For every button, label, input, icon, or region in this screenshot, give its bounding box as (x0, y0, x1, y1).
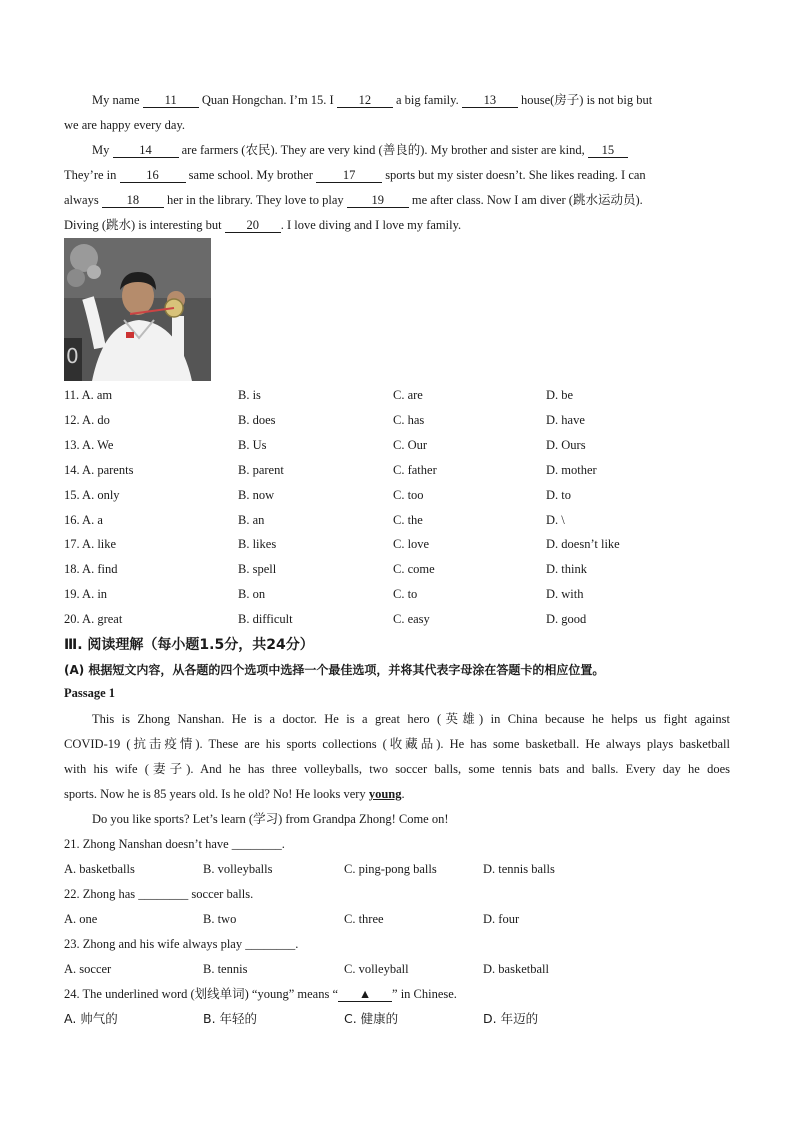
text: me after class. Now I am diver (跳水运动员). (408, 193, 643, 207)
blank-15: 15 (588, 143, 628, 158)
text: They’re in (64, 168, 120, 182)
option-a[interactable]: 15. A. only (64, 487, 120, 502)
option-c[interactable]: C. the (393, 512, 423, 527)
option-d[interactable]: D. be (546, 388, 574, 402)
text: Quan Hongchan. I’m 15. I (198, 93, 337, 107)
diver-photo (64, 238, 211, 381)
text: Diving (跳水) is interesting but (64, 218, 225, 232)
text: are farmers (农民). They are very kind (善良的). My brother and sister are kind, (178, 143, 588, 157)
section-instruction: (A) 根据短文内容，从各题的四个选项中选择一个最佳选项，并将其代表字母涂在答题卡的相应位置。 (64, 663, 605, 677)
option-d[interactable]: D. to (546, 487, 571, 502)
option-c[interactable]: C. father (393, 462, 437, 477)
option-a[interactable]: 20. A. great (64, 612, 123, 627)
option-b[interactable]: B. spell (238, 562, 277, 577)
answer-row (64, 1010, 734, 1028)
option-d[interactable]: D. \ (546, 512, 565, 527)
text: 24. The underlined word (划线单词) “young” means “ (64, 987, 339, 1001)
option-a[interactable]: 18. A. find (64, 562, 118, 577)
option-b[interactable]: B. likes (238, 537, 277, 552)
option-row (64, 461, 734, 479)
question-stem: 23. Zhong and his wife always play ________. (64, 937, 299, 951)
text: same school. My brother (185, 168, 317, 182)
cloze-line (64, 216, 730, 234)
diver-photo-graphic (64, 238, 211, 381)
text: her in the library. They love to play (163, 193, 347, 207)
option-c[interactable]: C. to (393, 587, 418, 602)
text: ” in Chinese. (392, 987, 457, 1001)
option-row (64, 585, 734, 603)
section-title: Ⅲ. 阅读理解（每小题1.5分，共24分） (64, 637, 314, 653)
text: My (92, 143, 113, 157)
option-a[interactable]: 16. A. a (64, 512, 103, 527)
answer-row (64, 960, 734, 978)
blank-17: 17 (316, 168, 382, 183)
answer-b[interactable]: B. tennis (203, 962, 248, 976)
answer-a[interactable]: A. one (64, 912, 98, 926)
option-d[interactable]: D. Ours (546, 437, 586, 452)
passage-line: Do you like sports? Let’s learn (学习) from Grandpa Zhong! Come on! (92, 812, 449, 826)
text: always (64, 193, 102, 207)
option-d[interactable]: D. with (546, 587, 584, 602)
option-row (64, 411, 734, 429)
answer-c[interactable]: C. three (344, 912, 384, 926)
answer-a[interactable]: A. soccer (64, 962, 112, 976)
cloze-line (64, 191, 730, 209)
passage-line (64, 785, 730, 803)
text: sports. Now he is 85 years old. Is he old? No! He looks very (64, 787, 369, 801)
option-a[interactable]: 19. A. in (64, 587, 108, 602)
option-row (64, 486, 734, 504)
passage-line: COVID-19 (抗击疫情). These are his sports collections (收藏品). He has some basketball. He always plays basketball (64, 737, 730, 751)
option-row (64, 560, 734, 578)
text: sports but my sister doesn’t. She likes reading. I can (382, 168, 646, 182)
option-b[interactable]: B. is (238, 388, 261, 402)
blank-14: 14 (113, 143, 179, 158)
option-c[interactable]: C. Our (393, 437, 428, 452)
option-c[interactable]: C. too (393, 487, 424, 502)
answer-d[interactable]: D. tennis balls (483, 862, 555, 876)
answer-d[interactable]: D. basketball (483, 962, 549, 976)
option-b[interactable]: B. parent (238, 462, 284, 477)
option-b[interactable]: B. does (238, 412, 276, 427)
option-a[interactable]: 11. A. am (64, 388, 113, 402)
answer-a[interactable]: A. 帅气的 (64, 1011, 118, 1026)
option-a[interactable]: 17. A. like (64, 537, 117, 552)
option-c[interactable]: C. are (393, 388, 423, 402)
option-c[interactable]: C. come (393, 562, 435, 577)
answer-d[interactable]: D. 年迈的 (483, 1011, 539, 1026)
option-d[interactable]: D. doesn’t like (546, 537, 620, 552)
blank-19: 19 (347, 193, 409, 208)
passage-line: This is Zhong Nanshan. He is a doctor. He is a great hero (英雄) in China because he helps us fight against (92, 712, 730, 726)
option-b[interactable]: B. difficult (238, 612, 293, 627)
passage-line: with his wife (妻子). And he has three volleyballs, two soccer balls, some tennis bats and balls. Every day he does (64, 762, 730, 776)
text: My name (92, 93, 143, 107)
option-a[interactable]: 13. A. We (64, 437, 114, 452)
answer-b[interactable]: B. 年轻的 (203, 1011, 258, 1026)
answer-c[interactable]: C. 健康的 (344, 1011, 399, 1026)
answer-row (64, 860, 734, 878)
blank-16: 16 (120, 168, 186, 183)
triangle-blank: ▲ (338, 987, 392, 1002)
answer-b[interactable]: B. two (203, 912, 237, 926)
option-b[interactable]: B. now (238, 487, 275, 502)
option-a[interactable]: 12. A. do (64, 412, 110, 427)
option-c[interactable]: C. easy (393, 612, 430, 627)
answer-c[interactable]: C. ping-pong balls (344, 862, 437, 876)
option-b[interactable]: B. Us (238, 437, 267, 452)
option-d[interactable]: D. good (546, 612, 587, 627)
question-stem: 22. Zhong has ________ soccer balls. (64, 887, 254, 901)
answer-row (64, 910, 734, 928)
answer-d[interactable]: D. four (483, 912, 520, 926)
blank-18: 18 (102, 193, 164, 208)
blank-12: 12 (337, 93, 393, 108)
question-stem: 21. Zhong Nanshan doesn’t have ________. (64, 837, 285, 851)
passage-label: Passage 1 (64, 686, 116, 700)
option-d[interactable]: D. have (546, 412, 585, 427)
underlined-word: young (368, 787, 402, 801)
option-row (64, 610, 734, 628)
option-d[interactable]: D. think (546, 562, 587, 577)
option-d[interactable]: D. mother (546, 462, 597, 477)
option-b[interactable]: B. an (238, 512, 265, 527)
option-b[interactable]: B. on (238, 587, 266, 602)
blank-11: 11 (143, 93, 199, 108)
blank-13: 13 (462, 93, 518, 108)
option-row (64, 511, 734, 529)
blank-20: 20 (225, 218, 281, 233)
cloze-line (64, 141, 730, 159)
cloze-line (64, 91, 730, 109)
option-row (64, 436, 734, 454)
svg-text:0: 0 (66, 344, 79, 368)
text: . (401, 787, 405, 801)
answer-c[interactable]: C. volleyball (344, 962, 409, 976)
option-c[interactable]: C. has (393, 412, 425, 427)
text: house(房子) is not big but (517, 93, 653, 107)
option-c[interactable]: C. love (393, 537, 430, 552)
option-row (64, 535, 734, 553)
option-row (64, 386, 734, 404)
answer-a[interactable]: A. basketballs (64, 862, 135, 876)
cloze-line: we are happy every day. (64, 118, 186, 132)
answer-b[interactable]: B. volleyballs (203, 862, 273, 876)
cloze-line (64, 166, 730, 184)
text: a big family. (392, 93, 462, 107)
text: . I love diving and I love my family. (280, 218, 462, 232)
question-stem (64, 985, 730, 1003)
option-a[interactable]: 14. A. parents (64, 462, 134, 477)
